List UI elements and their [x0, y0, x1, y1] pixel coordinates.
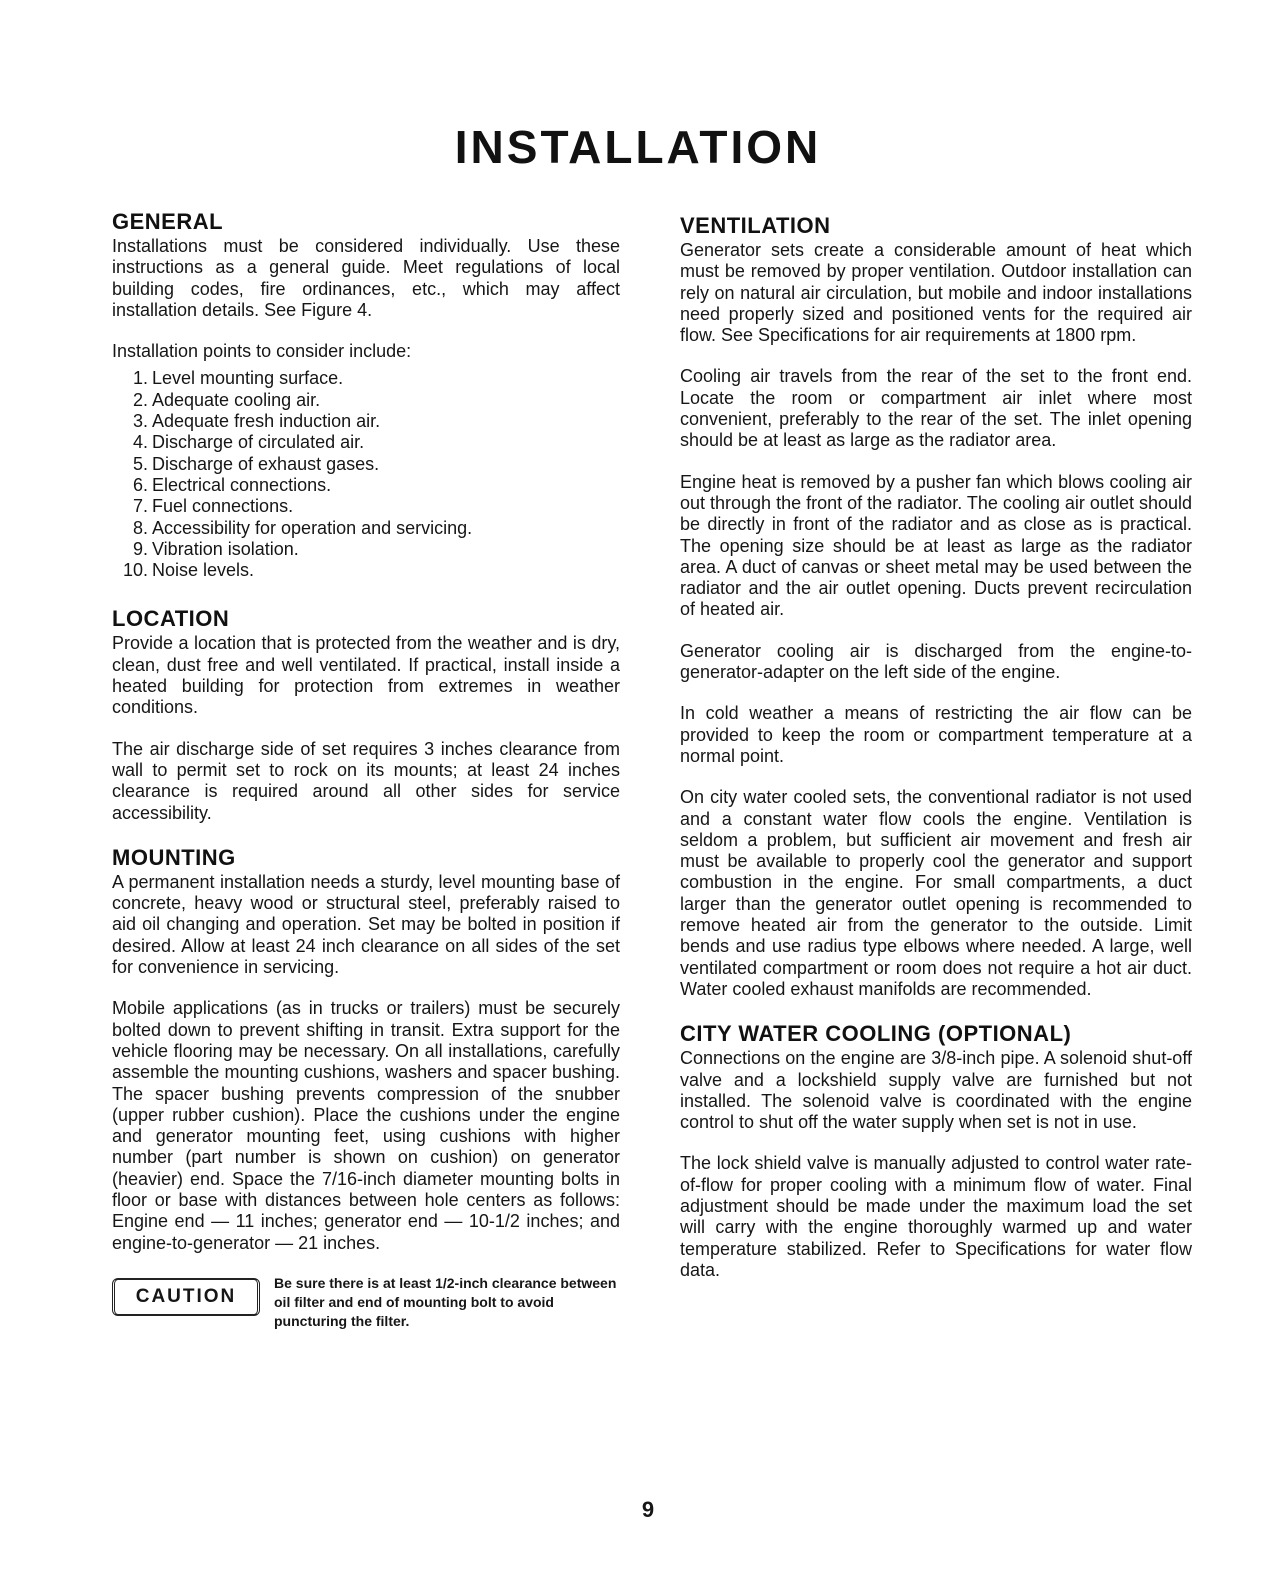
caution-text: Be sure there is at least 1/2-inch clearance between oil filter and end of mounting bolt to avoid puncturing the filter.: [274, 1274, 617, 1329]
ventilation-heading: VENTILATION: [680, 213, 831, 238]
general-section: [112, 208, 620, 581]
right-column: [680, 212, 1192, 1301]
list-item: 6. Electrical connections.: [132, 474, 332, 495]
points-intro: Installation points to consider include:: [112, 341, 412, 362]
mounting-heading: MOUNTING: [112, 844, 236, 870]
list-item: 8. Accessibility for operation and servicing.: [132, 517, 473, 538]
city-water-section: [680, 1020, 1192, 1281]
location-heading: LOCATION: [112, 606, 230, 632]
list-item: 1. Level mounting surface.: [132, 368, 344, 389]
location-paragraph: Provide a location that is protected from the weather and is dry, clean, dust free and well ventilated. If practical, install inside a heated building for protection from extremes in weather conditions.: [112, 633, 620, 718]
page-title: INSTALLATION: [454, 121, 822, 173]
left-column: [112, 208, 620, 1331]
ventilation-paragraph: Generator cooling air is discharged from the engine-to-generator-adapter on the left side of the engine.: [680, 640, 1192, 683]
city-water-heading: CITY WATER COOLING (OPTIONAL): [680, 1021, 1072, 1047]
mounting-paragraph: Mobile applications (as in trucks or trailers) must be securely bolted down to prevent shifting in transit. Extra support for the vehicle flooring may be necessary. On all installations, carefully assemble the mounting cushions, washers and spacer bushing. The spacer bushing prevents compression of the snubber (upper rubber cushion). Place the cushions under the engine and generator mounting feet, using cushions with higher number (part number is shown on cushion) on generator (heavier) end. Space the 7/16-inch diameter mounting bolts in floor or base with distances between hole centers as follows: Engine end — 11 inches; generator end — 10-1/2 inches; and engine-to-generator — 21 inches.: [112, 998, 620, 1253]
ventilation-paragraph: Cooling air travels from the rear of the set to the front end. Locate the room or compartment air inlet where most convenient, preferably to the rear of the set. The inlet opening should be at least as large as the radiator area.: [680, 366, 1192, 451]
list-item: 9. Vibration isolation.: [132, 538, 299, 559]
mounting-paragraph: A permanent installation needs a sturdy, level mounting base of concrete, heavy wood or structural steel, preferably raised to aid oil changing and operation. Set may be bolted in position if desired. Allow at least 24 inch clearance on all sides of the set for convenience in servicing.: [112, 871, 620, 978]
list-item: 3. Adequate fresh induction air.: [132, 411, 381, 432]
list-item: 7. Fuel connections.: [132, 496, 294, 517]
city-water-paragraph: Connections on the engine are 3/8-inch pipe. A solenoid shut-off valve and a lockshield supply valve are furnished but not installed. The solenoid valve is coordinated with the engine control to shut off the water supply when set is not in use.: [680, 1048, 1192, 1133]
ventilation-paragraph: Engine heat is removed by a pusher fan which blows cooling air out through the front of the radiator. The cooling air outlet should be directly in front of the radiator and as close as is practical. The opening size should be at least as large as the radiator area. A duct of canvas or sheet metal may be used between the radiator and the air outlet opening. Ducts prevent recirculation of heated air.: [680, 471, 1193, 620]
mounting-section: [112, 844, 620, 1254]
ventilation-paragraph: On city water cooled sets, the conventional radiator is not used and a constant water flow cools the engine. Ventilation is seldom a problem, but sufficient air movement and fresh air must be available to properly cool the generator and support combustion in the engine. For small compartments, a duct larger than the generator outlet opening is recommended to remove heated air from the generator to the outside. Limit bends and use radius type elbows where needed. A large, well ventilated compartment or room does not require a hot air duct. Water cooled exhaust manifolds are recommended.: [680, 787, 1192, 999]
general-intro: Installations must be considered individually. Use these instructions as a general guide. Meet regulations of local building codes, fire ordinances, etc., which may affect installation details. See Figure 4.: [112, 236, 620, 320]
ventilation-section: [680, 212, 1192, 1000]
list-item: 5. Discharge of exhaust gases.: [132, 453, 380, 474]
location-paragraph: The air discharge side of set requires 3 inches clearance from wall to permit set to rock on its mounts; at least 24 inches clearance is required around all other sides for service accessibility.: [112, 738, 620, 823]
city-water-paragraph: The lock shield valve is manually adjusted to control water rate-of-flow for proper cooling with a minimum flow of water. Final adjustment should be made under the maximum load the set will carry with the engine thoroughly warmed up and water temperature stabilized. Refer to Specifications for water flow data.: [680, 1153, 1192, 1280]
list-item: 4. Discharge of circulated air.: [132, 432, 365, 453]
page-number: 9: [641, 1497, 655, 1522]
list-item: 2. Adequate cooling air.: [132, 389, 321, 410]
general-heading: GENERAL: [112, 209, 224, 234]
ventilation-paragraph: Generator sets create a considerable amount of heat which must be removed by proper ventilation. Outdoor installation can rely on natural air circulation, but mobile and indoor installations need properly sized and positioned vents for the required air flow. See Specifications for air requirements at 1800 rpm.: [680, 240, 1192, 346]
caution-badge: CAUTION: [112, 1278, 260, 1316]
caution-note: [112, 1274, 620, 1331]
installation-points-list: [112, 368, 620, 581]
location-section: [112, 605, 620, 823]
list-item: 10. Noise levels.: [122, 560, 255, 581]
ventilation-paragraph: In cold weather a means of restricting the air flow can be provided to keep the room or compartment temperature at a normal point.: [680, 703, 1192, 766]
